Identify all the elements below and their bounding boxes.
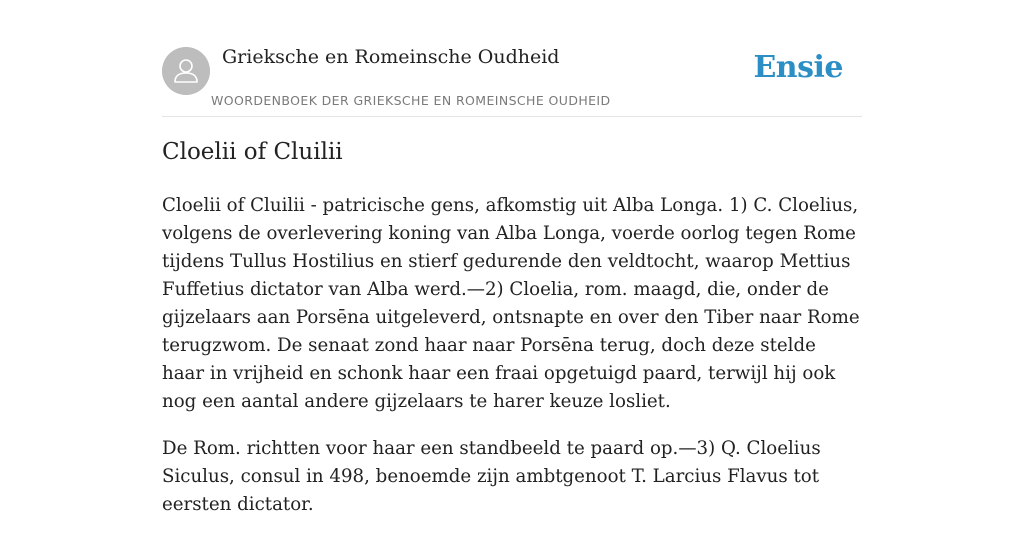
source-header (162, 0, 862, 117)
entry-title: Cloelii of Cluilii (162, 139, 343, 165)
source-title-link[interactable]: Grieksche en Romeinsche Oudheid (222, 46, 560, 68)
entry-paragraph: Cloelii of Cluilii - patricische gens, afkomstig uit Alba Longa. 1) C. Cloelius, volgens de overlevering koning van Alba Longa, voerde oorlog tegen Rome tijdens Tullus Hostilius en stierf gedurende den veldtocht, waarop Mettius Fuffetius dictator van Alba werd.—2) Cloelia, rom. maagd, die, onder de gijzelaars aan Porsēna uitgeleverd, ontsnapte en over den Tiber naar Rome terugzwom. De senaat zond haar naar Porsēna terug, doch deze stelde haar in vrijheid en schonk haar een fraai opgetuigd paard, terwijl hij ook nog een aantal andere gijzelaars te harer keuze losliet. (162, 195, 860, 412)
page (162, 0, 862, 515)
entry-body (162, 192, 862, 538)
ensie-logo[interactable]: Ensie (753, 50, 843, 85)
entry-paragraph: De Rom. richtten voor haar een standbeeld te paard op.—3) Q. Cloelius Siculus, consul in 498, benoemde zijn ambtgenoot T. Larcius Flavus tot eersten dictator. (162, 438, 821, 515)
source-subtitle: WOORDENBOEK DER GRIEKSCHE EN ROMEINSCHE OUDHEID (211, 93, 611, 108)
user-avatar-icon[interactable] (162, 47, 210, 95)
